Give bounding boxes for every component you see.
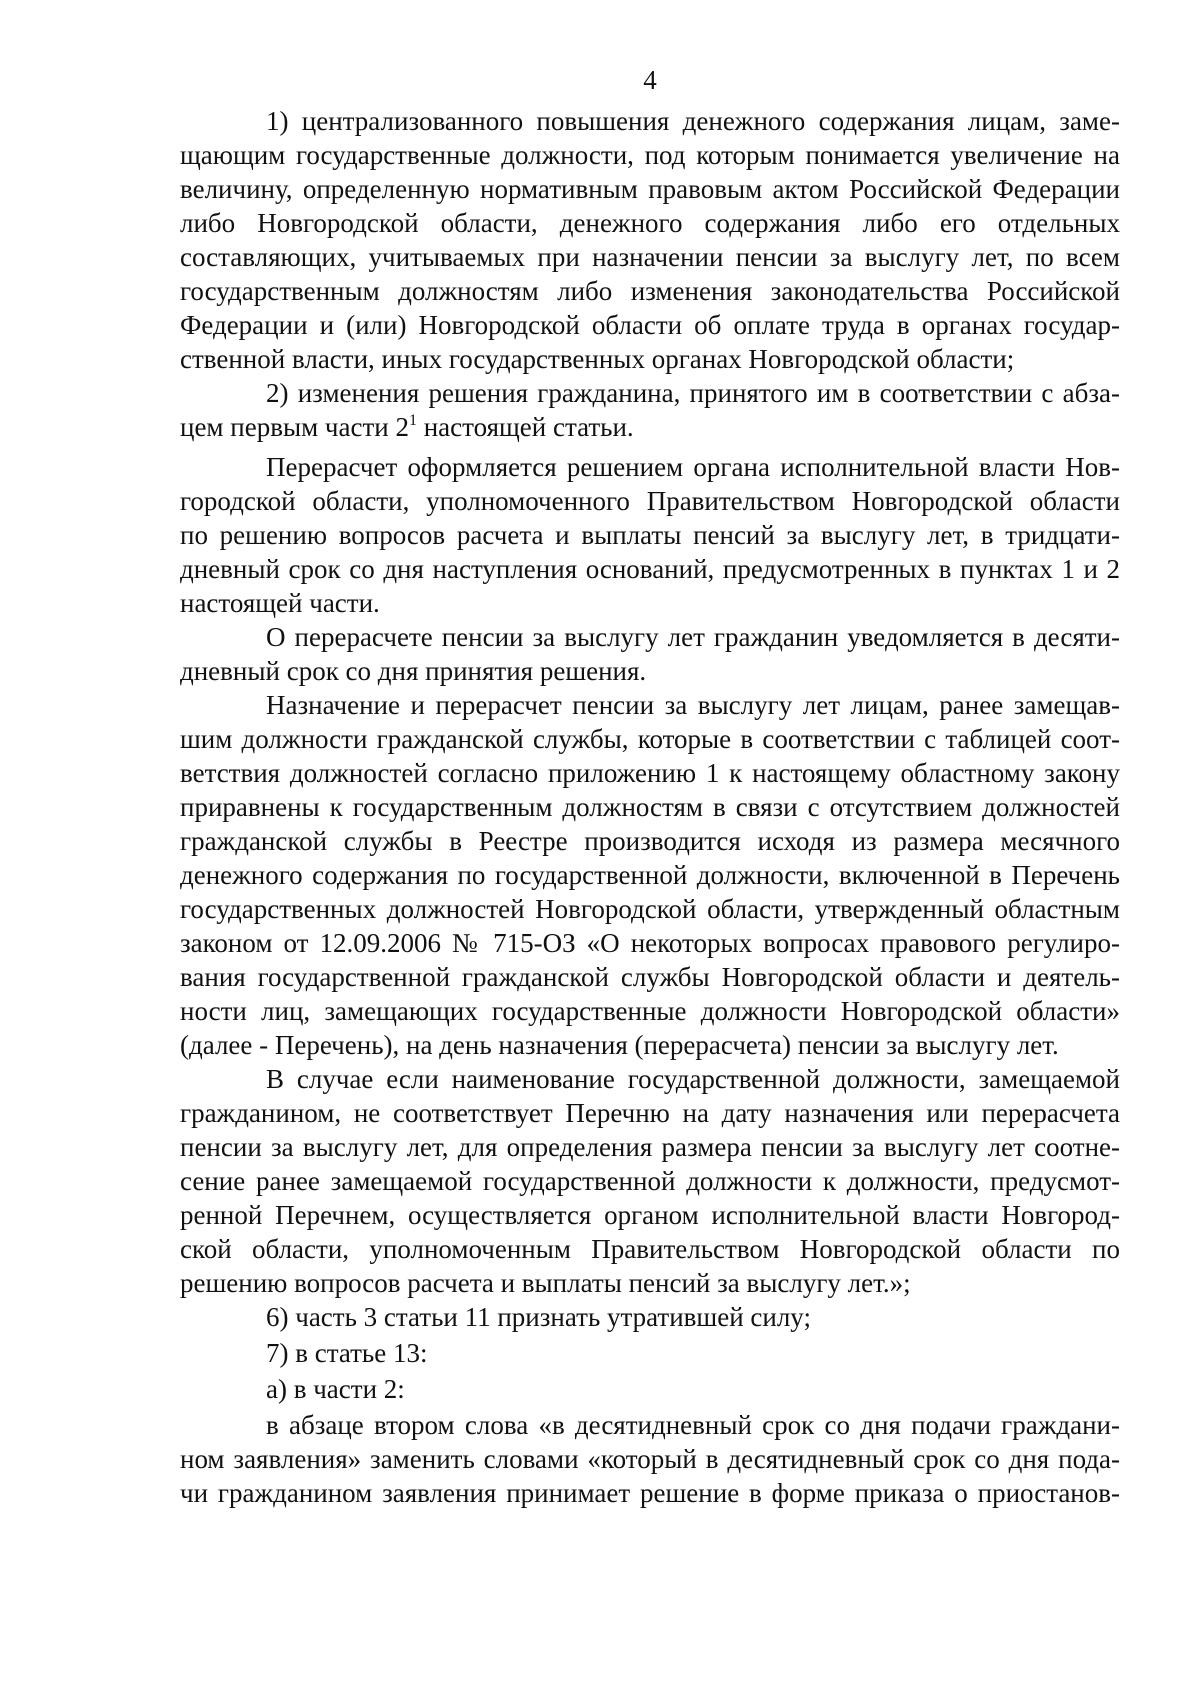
- text-line-25: законом от 12.09.2006 № 715-ОЗ «О некоторых вопросах правового регулиро-: [180, 928, 1120, 958]
- text-line-26: вания государственной гражданской службы Новгородской области и деятель-: [180, 962, 1120, 992]
- text-line-1: 1) централизованного повышения денежного содержания лицам, заме-: [266, 106, 1120, 136]
- text-line-13: по решению вопросов расчета и выплаты пенсий за выслугу лет, в тридцати-: [180, 520, 1120, 550]
- text-line-30: гражданином, не соответствует Перечню на дату назначения или перерасчета: [180, 1098, 1120, 1128]
- text-line-34: ской области, уполномоченным Правительством Новгородской области по: [180, 1234, 1120, 1264]
- text-line-2: щающим государственные должности, под которым понимается увеличение на: [180, 140, 1120, 170]
- text-line-32: сение ранее замещаемой государственной должности к должности, предусмот-: [180, 1166, 1120, 1196]
- text-line-35: решению вопросов расчета и выплаты пенсий за выслугу лет.»;: [180, 1268, 911, 1298]
- text-line-12: городской области, уполномоченного Правительством Новгородской области: [180, 486, 1120, 516]
- text-line-7: Федерации и (или) Новгородской области об оплате труда в органах государ-: [180, 310, 1120, 340]
- text-line-3: величину, определенную нормативным правовым актом Российской Федерации: [180, 174, 1120, 204]
- text-line-10: [180, 410, 1120, 444]
- text-line-31: пенсии за выслугу лет, для определения размера пенсии за выслугу лет соотне-: [180, 1132, 1120, 1162]
- text-line-36: 6) часть 3 статьи 11 признать утратившей силу;: [266, 1302, 811, 1332]
- text-line-15: настоящей части.: [180, 588, 380, 618]
- text-line-11: Перерасчет оформляется решением органа исполнительной власти Нов-: [266, 452, 1120, 482]
- text-line-18: Назначение и перерасчет пенсии за выслугу лет лицам, ранее замещав-: [266, 690, 1120, 720]
- text-line-27: ности лиц, замещающих государственные должности Новгородской области»: [180, 996, 1120, 1026]
- text-line-16: О перерасчете пенсии за выслугу лет гражданин уведомляется в десяти-: [266, 622, 1120, 652]
- text-line-10-start: цем первым части 2: [180, 412, 409, 442]
- text-line-23: денежного содержания по государственной должности, включенной в Перечень: [180, 860, 1120, 890]
- text-line-37: 7) в статье 13:: [266, 1338, 428, 1368]
- text-line-19: шим должности гражданской службы, которые в соответствии с таблицей соот-: [180, 724, 1120, 754]
- text-line-4: либо Новгородской области, денежного содержания либо его отдельных: [180, 208, 1120, 238]
- text-line-38: а) в части 2:: [266, 1374, 405, 1404]
- text-line-10-end: настоящей статьи.: [416, 412, 634, 442]
- text-line-20: ветствия должностей согласно приложению 1 к настоящему областному закону: [180, 758, 1120, 788]
- text-line-6: государственным должностям либо изменения законодательства Российской: [180, 276, 1120, 306]
- text-line-8: ственной власти, иных государственных органах Новгородской области;: [180, 344, 1015, 374]
- text-line-17: дневный срок со дня принятия решения.: [180, 656, 647, 686]
- text-line-41: чи гражданином заявления принимает решение в форме приказа о приостанов-: [180, 1478, 1120, 1508]
- text-line-21: приравнены к государственным должностям в связи с отсутствием должностей: [180, 792, 1120, 822]
- page-number: 4: [643, 65, 657, 95]
- text-line-28: (далее - Перечень), на день назначения (перерасчета) пенсии за выслугу лет.: [180, 1030, 1059, 1060]
- text-line-9: 2) изменения решения гражданина, принятого им в соответствии с абза-: [266, 378, 1120, 408]
- text-line-29: В случае если наименование государственной должности, замещаемой: [266, 1064, 1120, 1094]
- text-line-24: государственных должностей Новгородской области, утвержденный областным: [180, 894, 1120, 924]
- text-line-5: составляющих, учитываемых при назначении пенсии за выслугу лет, по всем: [180, 242, 1120, 272]
- superscript-1: 1: [408, 412, 417, 429]
- text-line-39: в абзаце втором слова «в десятидневный срок со дня подачи граждани-: [266, 1410, 1120, 1440]
- text-line-14: дневный срок со дня наступления оснований, предусмотренных в пунктах 1 и 2: [180, 554, 1120, 584]
- text-line-33: ренной Перечнем, осуществляется органом исполнительной власти Новгород-: [180, 1200, 1120, 1230]
- text-line-22: гражданской службы в Реестре производится исходя из размера месячного: [180, 826, 1120, 856]
- text-line-40: ном заявления» заменить словами «который в десятидневный срок со дня пода-: [180, 1444, 1120, 1474]
